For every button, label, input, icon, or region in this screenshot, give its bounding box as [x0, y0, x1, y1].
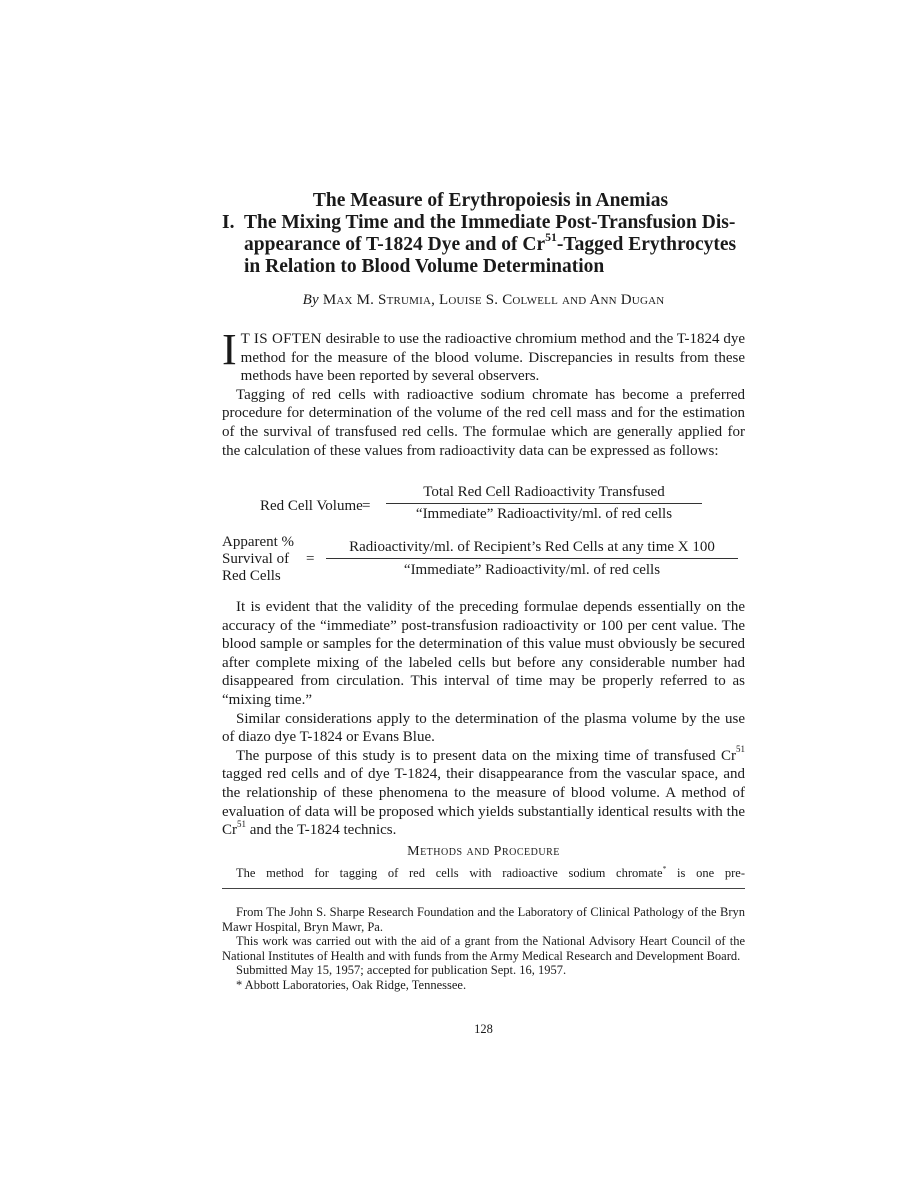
- paragraph: [222, 744, 745, 840]
- part-numeral: I.: [222, 212, 235, 233]
- body-text: [222, 598, 745, 840]
- footnotes: [222, 905, 745, 993]
- isotope-superscript: 51: [237, 818, 246, 829]
- intro-paragraph: [222, 325, 745, 386]
- isotope-superscript: 51: [545, 230, 557, 244]
- article-title: [222, 190, 745, 278]
- paragraph: It is evident that the validity of the preceding formulae depends essentially on the accuracy of the “immediate” post-transfusion radioactivity or 100 per cent value. The blood sample or samples for the determination of this value must obviously be secured after complete mixing of the labeled cells but before any considerable number had disappeared from circulation. This interval of time may be properly referred to as “mixing time.”: [222, 599, 745, 708]
- methods-first-line: [222, 863, 745, 881]
- label-line: Survival of: [222, 551, 290, 567]
- footnote: Submitted May 15, 1957; accepted for publication Sept. 16, 1957.: [236, 963, 567, 978]
- fraction: [386, 484, 702, 523]
- label-line: Red Cells: [222, 568, 281, 584]
- paragraph: Similar considerations apply to the determination of the plasma volume by the use of diazo dye T-1824 or Evans Blue.: [222, 710, 745, 746]
- formula-label: Red Cell Volume: [260, 498, 363, 514]
- footnote: * Abbott Laboratories, Oak Ridge, Tennessee.: [236, 977, 467, 992]
- title-main: The Measure of Erythropoiesis in Anemias: [312, 190, 669, 211]
- text-run: The method for tagging of red cells with radioactive sodium chromate: [236, 866, 663, 880]
- formula-apparent-survival: [222, 534, 745, 594]
- numerator: Total Red Cell Radioactivity Transfused: [386, 484, 702, 504]
- footnote-marker: *: [662, 863, 667, 873]
- footnote: This work was carried out with the aid of a grant from the National Advisory Heart Council of the National Institutes of Health and with funds from the Army Medical Research and Development Board.: [222, 934, 745, 963]
- denominator: “Immediate” Radioactivity/ml. of red cells: [403, 562, 661, 578]
- denominator: “Immediate” Radioactivity/ml. of red cells: [415, 506, 673, 522]
- text-run: is one pre-: [666, 866, 745, 880]
- paragraph: Tagging of red cells with radioactive sodium chromate has become a preferred procedure for determination of the volume of the red cell mass and for the estimation of the survival of transfused red cells. The formulae which are generally applied for the calculation of these values from radioactivity data can be expressed as follows:: [222, 386, 745, 459]
- section-heading: Methods and Procedure: [407, 844, 560, 859]
- byline: [222, 292, 745, 309]
- text-run: The purpose of this study is to present data on the mixing time of transfused Cr: [236, 747, 736, 764]
- equals-sign: =: [306, 551, 315, 567]
- isotope-superscript: 51: [736, 744, 745, 755]
- title-subtitle: [222, 212, 745, 278]
- fraction: [326, 539, 738, 579]
- byline-by: By: [302, 292, 319, 308]
- intro-text: desirable to use the radioactive chromium method and the T-1824 dye method for the measure of the blood volume. Discrepancies in results from these methods have been reported by several observers.: [240, 331, 745, 385]
- text-run: and the T-1824 technics.: [246, 822, 397, 839]
- drop-cap: I: [222, 325, 237, 374]
- formula-red-cell-volume: [222, 484, 745, 530]
- equals-sign: =: [362, 498, 371, 514]
- subtitle-text-2: -Tagged Erythrocytes in Relation to Blood Volume Determination: [244, 234, 737, 277]
- text-run: tagged red cells and of dye T-1824, their disappearance from the vascular space, and the relationship of these phenomena to the measure of blood volume. A method of evaluation of data will be proposed which yields substantially identical results with the Cr: [222, 766, 745, 839]
- label-line: Apparent %: [222, 534, 295, 550]
- subtitle-text-1: The Mixing Time and the Immediate Post-Transfusion Dis-appearance of T-1824 Dye and of Cr: [244, 212, 736, 255]
- intro-section: [222, 325, 745, 460]
- authors: Max M. Strumia, Louise S. Colwell and Ann Dugan: [322, 292, 665, 308]
- page-number: 128: [474, 1022, 493, 1036]
- footnote-divider: [222, 888, 745, 889]
- numerator: Radioactivity/ml. of Recipient’s Red Cells at any time X 100: [326, 539, 738, 559]
- intro-caps: T IS OFTEN: [240, 331, 322, 347]
- formula-label: [222, 534, 294, 585]
- footnote: From The John S. Sharpe Research Foundation and the Laboratory of Clinical Pathology of the Bryn Mawr Hospital, Bryn Mawr, Pa.: [222, 905, 745, 934]
